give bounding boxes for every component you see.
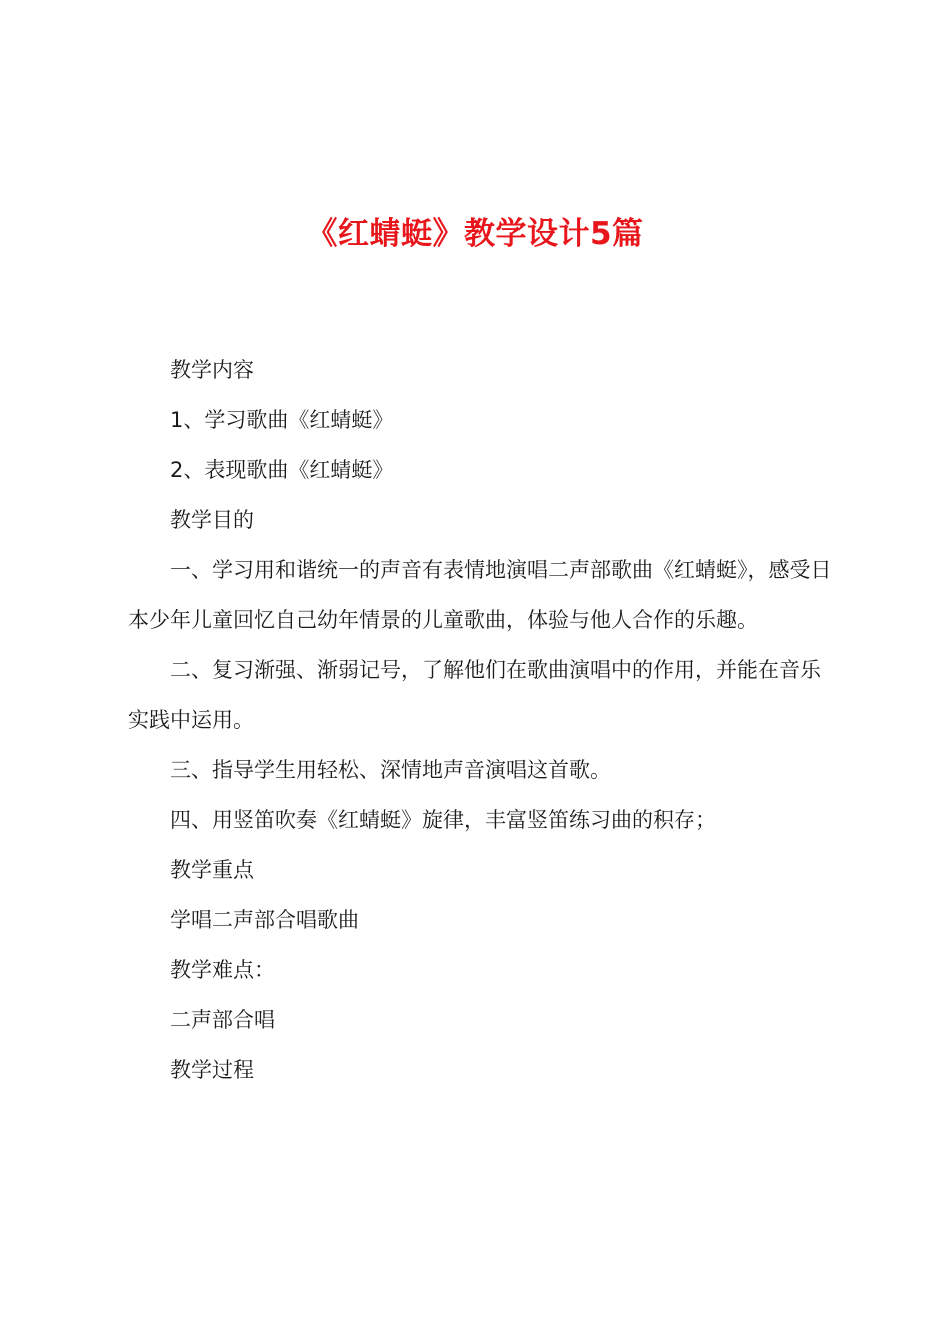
content-item-2: 2、表现歌曲《红蜻蜓》: [170, 458, 394, 482]
key-point-text: 学唱二声部合唱歌曲: [170, 908, 359, 932]
objective-3: 三、指导学生用轻松、深情地声音演唱这首歌。: [170, 758, 611, 782]
section-heading-process: 教学过程: [170, 1058, 254, 1082]
objective-4: 四、用竖笛吹奏《红蜻蜓》旋律，丰富竖笛练习曲的积存；: [170, 808, 716, 832]
objective-2: 二、复习渐强、渐弱记号，了解他们在歌曲演唱中的作用，并能在音乐实践中运用。: [128, 658, 821, 732]
section-heading-key-points: 教学重点: [170, 858, 254, 882]
difficulty-text: 二声部合唱: [170, 1008, 275, 1032]
objective-1: 一、学习用和谐统一的声音有表情地演唱二声部歌曲《红蜻蜓》，感受日本少年儿童回忆自己幼年情景的儿童歌曲，体验与他人合作的乐趣。: [128, 558, 832, 632]
section-heading-difficulties: 教学难点：: [170, 958, 275, 982]
section-heading-objectives: 教学目的: [170, 508, 254, 532]
document-body: [128, 345, 832, 1095]
section-heading-content: 教学内容: [170, 358, 254, 382]
document-title: 《红蜻蜓》教学设计5篇: [306, 216, 644, 252]
content-item-1: 1、学习歌曲《红蜻蜓》: [170, 408, 394, 432]
